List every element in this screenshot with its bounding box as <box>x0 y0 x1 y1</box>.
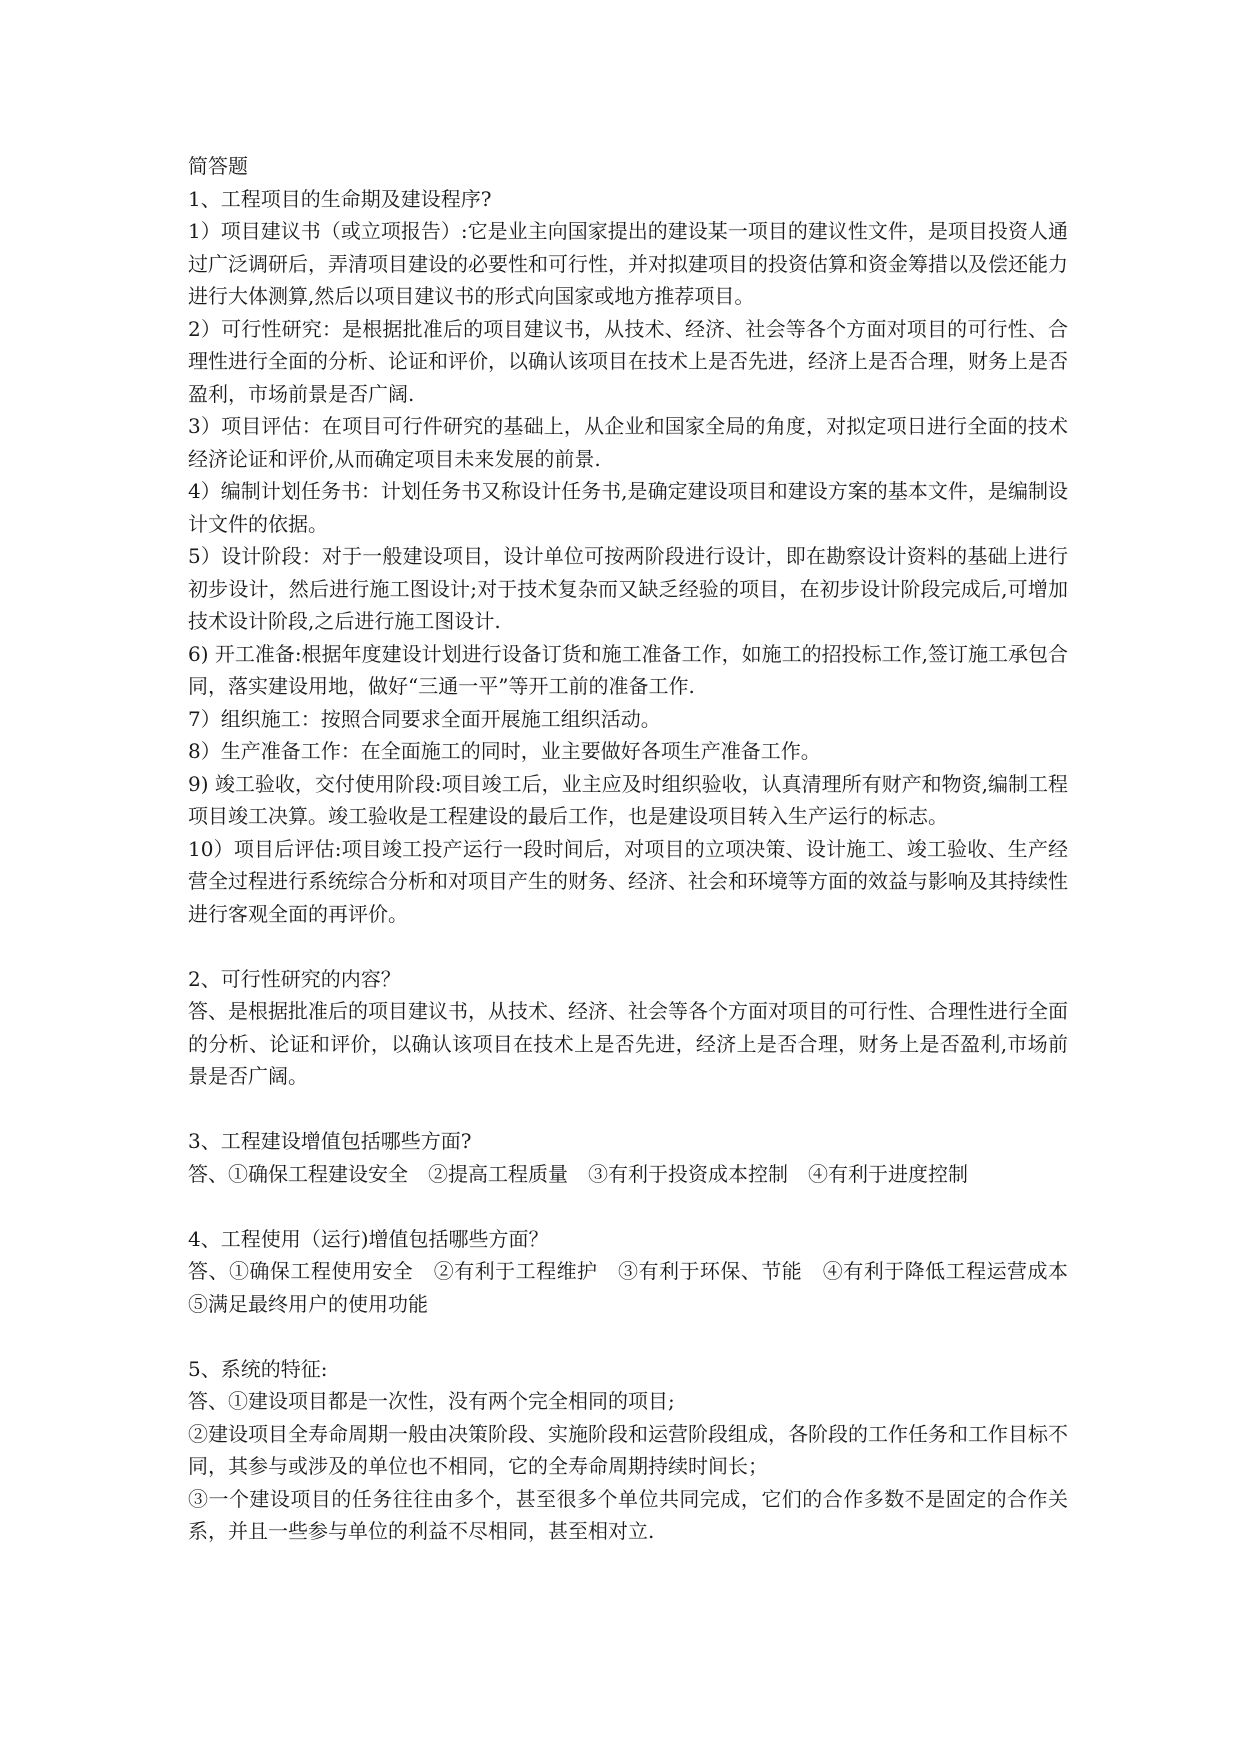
section-gap <box>188 930 1068 963</box>
document-body <box>188 150 1088 1548</box>
answer-paragraph: 9) 竣工验收，交付使用阶段:项目竣工后，业主应及时组织验收，认真清理所有财产和物资,编制工程项目竣工决算。竣工验收是工程建设的最后工作，也是建设项目转入生产运行的标志。 <box>188 771 1068 828</box>
answer-paragraph: 2）可行性研究：是根据批准后的项目建议书，从技术、经济、社会等各个方面对项目的可行性、合理性进行全面的分析、论证和评价，以确认该项目在技术上是否先进，经济上是否合理，财务上是否盈利，市场前景是否广阔. <box>188 316 1068 406</box>
question-3: 3、工程建设增值包括哪些方面? <box>188 1129 472 1153</box>
section-gap <box>188 1093 1068 1126</box>
document-heading: 简答题 <box>188 154 248 178</box>
answer-paragraph: ③一个建设项目的任务往往由多个，甚至很多个单位共同完成，它们的合作多数不是固定的合作关系，并且一些参与单位的利益不尽相同，甚至相对立. <box>188 1486 1068 1543</box>
section-gap <box>188 1190 1068 1223</box>
question-2: 2、可行性研究的内容？ <box>188 966 401 991</box>
answer-paragraph: 1）项目建议书（或立项报告）:它是业主向国家提出的建设某一项目的建议性文件，是项目投资人通过广泛调研后，弄清项目建设的必要性和可行性，并对拟建项目的投资估算和资金筹措以及偿还能力进行大体测算,然后以项目建议书的形式向国家或地方推荐项目。 <box>188 219 1068 308</box>
answer-paragraph: 答、是根据批准后的项目建议书，从技术、经济、社会等各个方面对项目的可行性、合理性进行全面的分析、论证和评价，以确认该项目在技术上是否先进，经济上是否合理，财务上是否盈利,市场前景是否广阔。 <box>188 999 1068 1088</box>
section-gap <box>188 1320 1068 1353</box>
question-1: 1、工程项目的生命期及建设程序? <box>188 186 492 211</box>
section-2 <box>188 963 1068 1093</box>
section-5 <box>188 1353 1068 1548</box>
question-4: 4、工程使用（运行)增值包括哪些方面？ <box>188 1226 549 1251</box>
answer-paragraph: 6) 开工准备:根据年度建设计划进行设备订货和施工准备工作，如施工的招投标工作,签订施工承包合同，落实建设用地，做好“三通一平”等开工前的准备工作. <box>188 641 1068 698</box>
answer-paragraph: 7）组织施工：按照合同要求全面开展施工组织活动。 <box>188 706 661 731</box>
answer-paragraph: ②建设项目全寿命周期一般由决策阶段、实施阶段和运营阶段组成，各阶段的工作任务和工作目标不同，其参与或涉及的单位也不相同，它的全寿命周期持续时间长； <box>188 1421 1068 1478</box>
answer-paragraph: 答、①确保工程建设安全 ②提高工程质量 ③有利于投资成本控制 ④有利于进度控制 <box>188 1161 968 1186</box>
answer-paragraph: 8）生产准备工作：在全面施工的同时，业主要做好各项生产准备工作。 <box>188 739 821 763</box>
answer-paragraph: 答、①确保工程使用安全 ②有利于工程维护 ③有利于环保、节能 ④有利于降低工程运营成本 ⑤满足最终用户的使用功能 <box>188 1259 1088 1316</box>
section-4 <box>188 1223 1088 1321</box>
question-5: 5、系统的特征: <box>188 1356 328 1381</box>
section-3 <box>188 1125 1068 1190</box>
answer-paragraph: 3）项目评估：在项目可行件研究的基础上，从企业和国家全局的角度，对拟定项日进行全面的技术经济论证和评价,从而确定项目未来发展的前景. <box>188 414 1068 471</box>
answer-paragraph: 10）项目后评估:项目竣工投产运行一段时间后，对项目的立项决策、设计施工、竣工验收、生产经营全过程进行系统综合分析和对项目产生的财务、经济、社会和环境等方面的效益与影响及其持续性进行客观全面的再评价。 <box>188 836 1068 926</box>
answer-paragraph: 4）编制计划任务书：计划任务书又称设计任务书,是确定建设项目和建设方案的基本文件，是编制设计文件的依据。 <box>188 479 1068 536</box>
section-1 <box>188 183 1068 931</box>
answer-paragraph: 5）设计阶段：对于一般建设项目，设计单位可按两阶段进行设计，即在勘察设计资料的基础上进行初步设计，然后进行施工图设计;对于技术复杂而又缺乏经验的项目，在初步设计阶段完成后,可增加技术设计阶段,之后进行施工图设计. <box>188 544 1068 633</box>
answer-paragraph: 答、①建设项目都是一次性，没有两个完全相同的项目; <box>188 1389 675 1413</box>
